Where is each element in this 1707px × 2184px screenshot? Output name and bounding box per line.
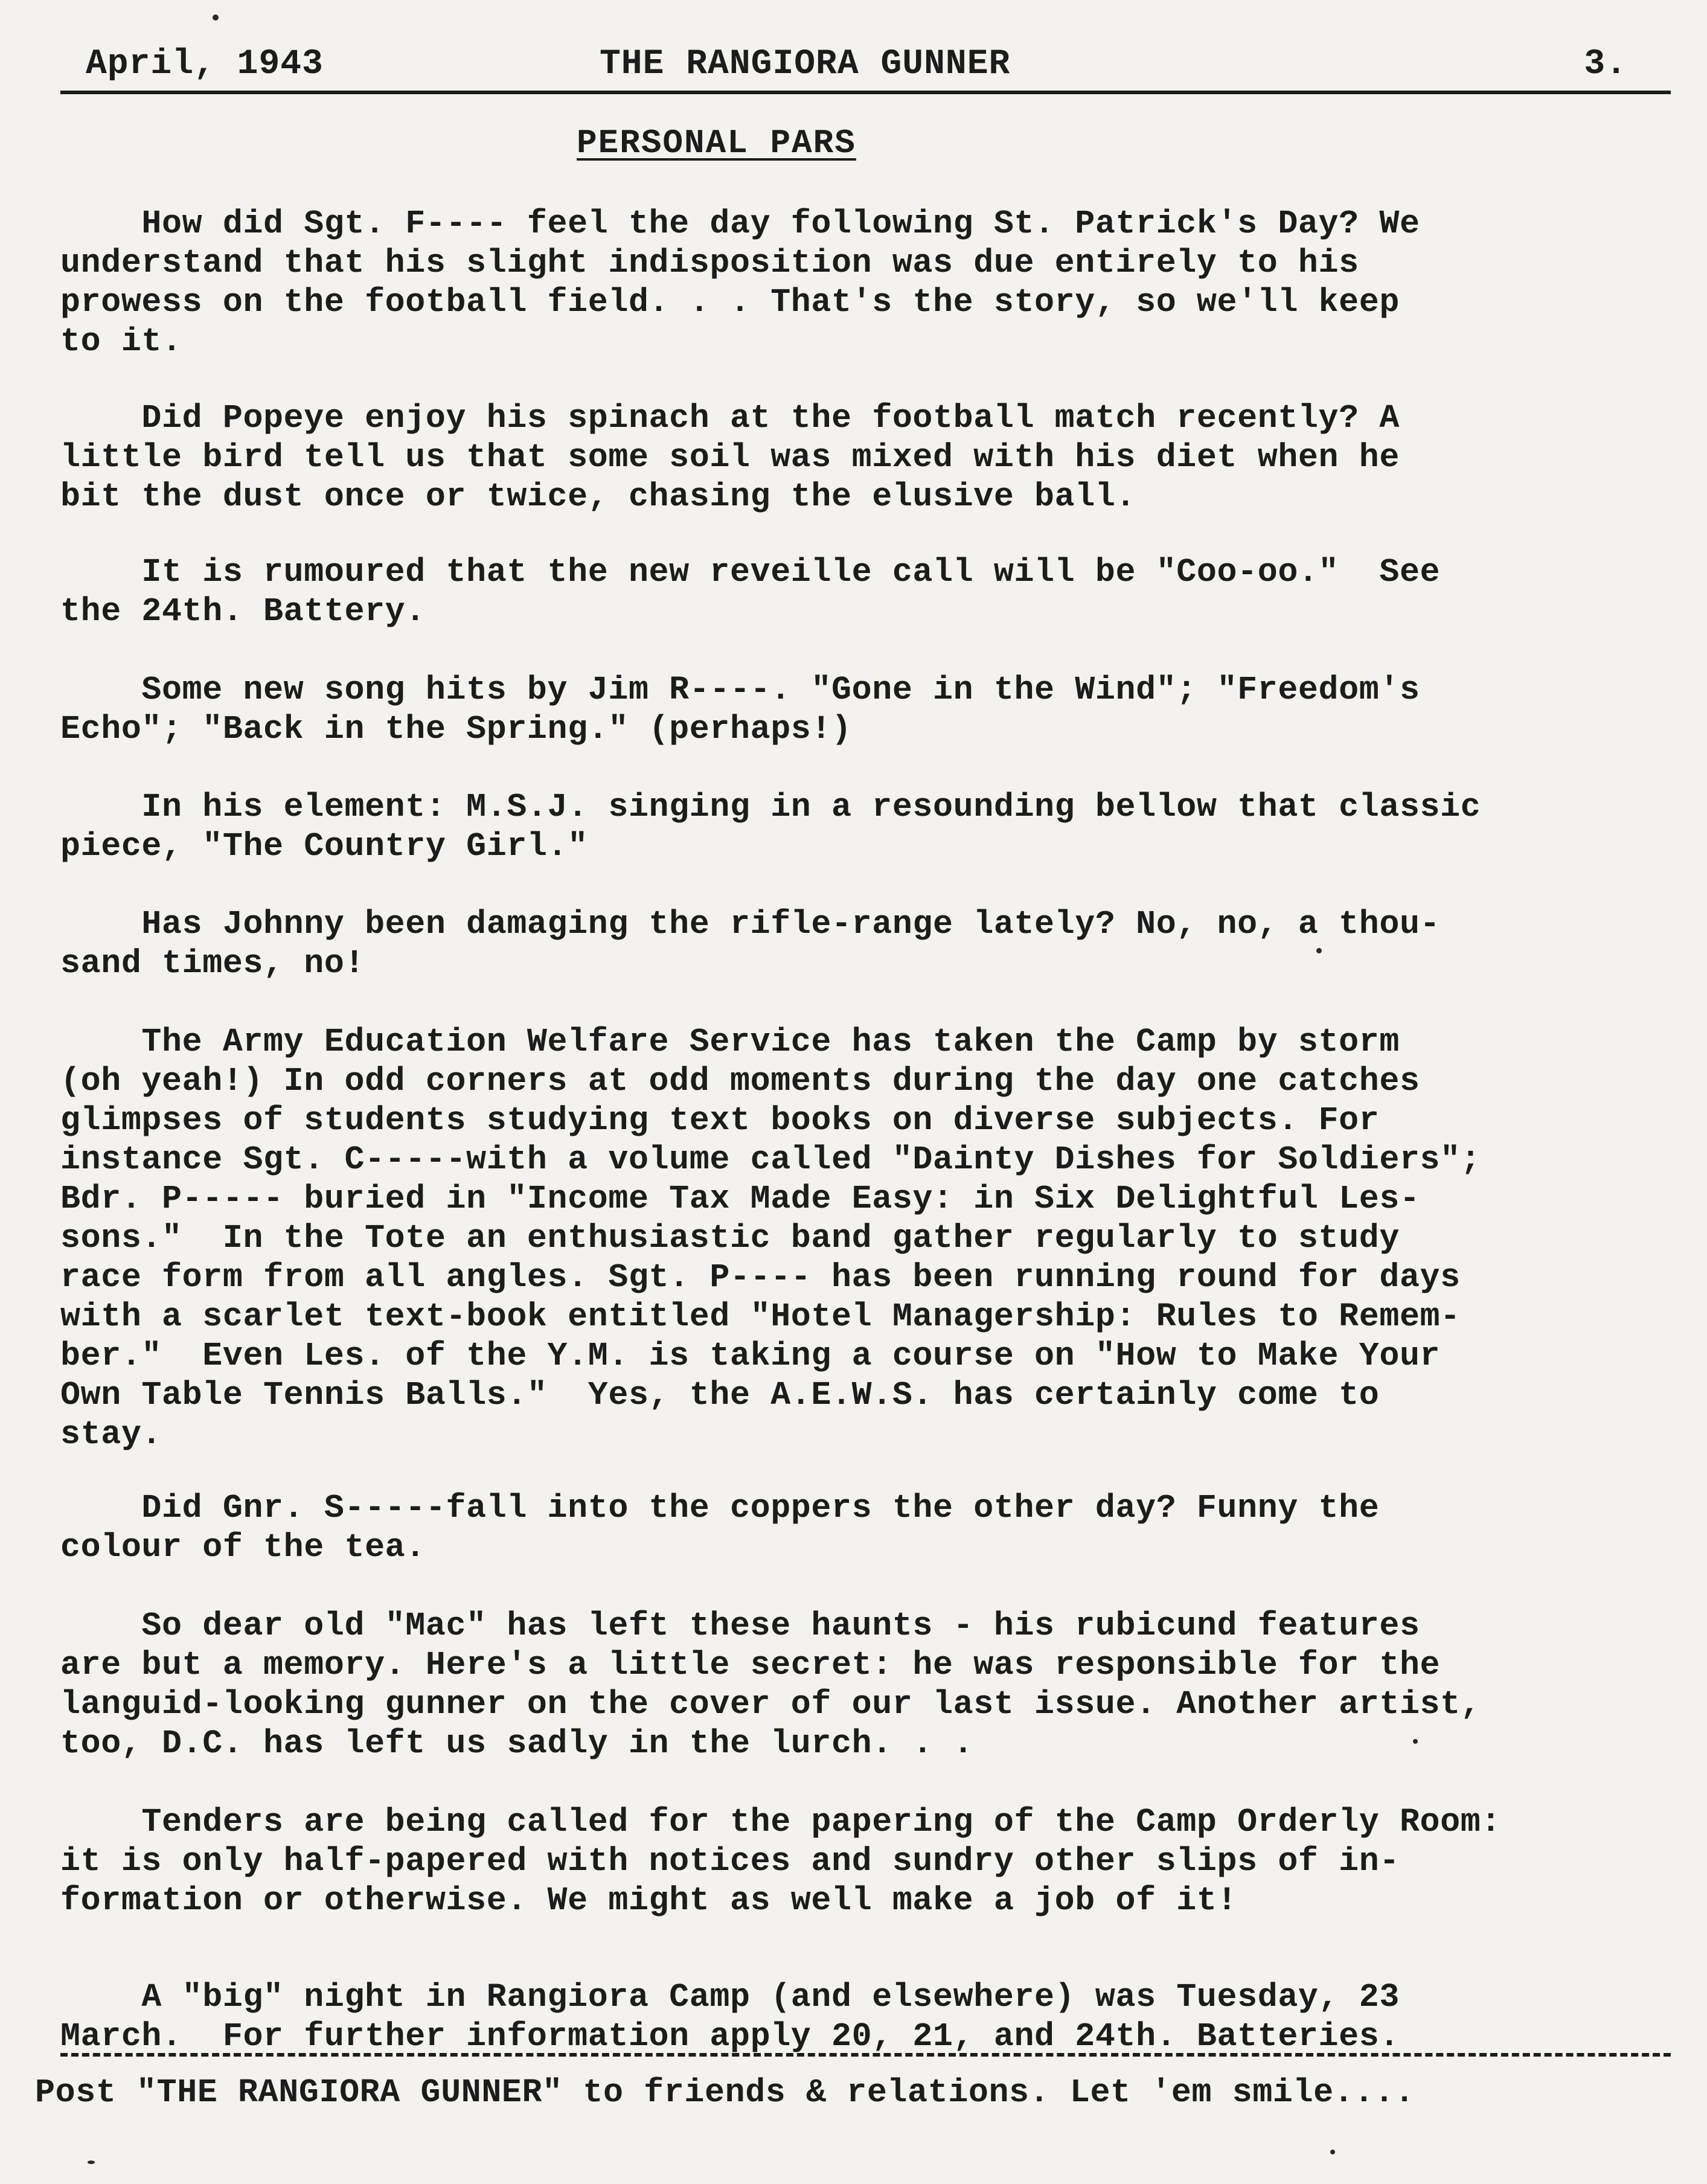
footer-divider — [60, 2053, 1671, 2057]
footer-note: Post "THE RANGIORA GUNNER" to friends & relations. Let 'em smile.... — [35, 2074, 1415, 2112]
paragraph-8: Did Gnr. S-----fall into the coppers the other day? Funny the colour of the tea. — [60, 1489, 1380, 1566]
paragraph-5: In his element: M.S.J. singing in a resounding bellow that classic piece, "The Country Girl." — [60, 788, 1481, 865]
paragraph-4: Some new song hits by Jim R----. "Gone in the Wind"; "Freedom's Echo"; "Back in the Spring." (perhaps!) — [60, 671, 1420, 748]
paragraph-11: A "big" night in Rangiora Camp (and elsewhere) was Tuesday, 23 March. For further information apply 20, 21, and 24th. Batteries. — [60, 1978, 1400, 2055]
section-title: PERSONAL PARS — [577, 124, 856, 162]
ink-speck — [1413, 1739, 1418, 1744]
issue-date: April, 1943 — [86, 45, 324, 84]
paragraph-9: So dear old "Mac" has left these haunts - his rubicund features are but a memory. Here's a little secret: he was responsible for the languid-looking gunner on the cover of our last issue. Another artist, too, D.C. has left us sadly in the lurch. . . — [60, 1607, 1481, 1763]
paragraph-2: Did Popeye enjoy his spinach at the football match recently? A little bird tell us that some soil was mixed with his diet when he bit the dust once or twice, chasing the elusive ball. — [60, 399, 1400, 516]
ink-speck — [1316, 948, 1322, 953]
page-number: 3. — [1584, 45, 1627, 84]
ink-speck — [1330, 2150, 1335, 2154]
paragraph-10: Tenders are being called for the papering of the Camp Orderly Room: it is only half-papered with notices and sundry other slips of in- formation or otherwise. We might as well make a job of it! — [60, 1803, 1501, 1920]
ink-speck — [213, 14, 219, 21]
paragraph-3: It is rumoured that the new reveille call will be "Coo-oo." See the 24th. Battery. — [60, 553, 1441, 630]
header-divider — [60, 91, 1671, 94]
paragraph-7: The Army Education Welfare Service has taken the Camp by storm (oh yeah!) In odd corners at odd moments during the day one catches glimpses of students studying text books on diverse subjects. For instance Sgt. C-----with a volume called "Dainty Dishes for Soldiers"; Bdr. P----- buried in "Income Tax Made Easy: in Six Delightful Les- sons." In the Tote an enthusiastic band gather regularly to study race form from all angles. Sgt. P---- has been running round for days with a scarlet text-book entitled "Hotel Managership: Rules to Remem- ber." Even Les. of the Y.M. is taking a course on "How to Make Your Own Table Tennis Balls." Yes, the A.E.W.S. has certainly come to stay. — [60, 1023, 1481, 1453]
newsletter-title: THE RANGIORA GUNNER — [600, 45, 1011, 84]
ink-speck — [88, 2160, 95, 2164]
paragraph-6: Has Johnny been damaging the rifle-range lately? No, no, a thou- sand times, no! — [60, 905, 1441, 982]
paragraph-1: How did Sgt. F---- feel the day following St. Patrick's Day? We understand that his slight indisposition was due entirely to his prowess on the football field. . . That's the story, so we'll keep to it. — [60, 205, 1420, 360]
page-header — [60, 37, 1671, 98]
